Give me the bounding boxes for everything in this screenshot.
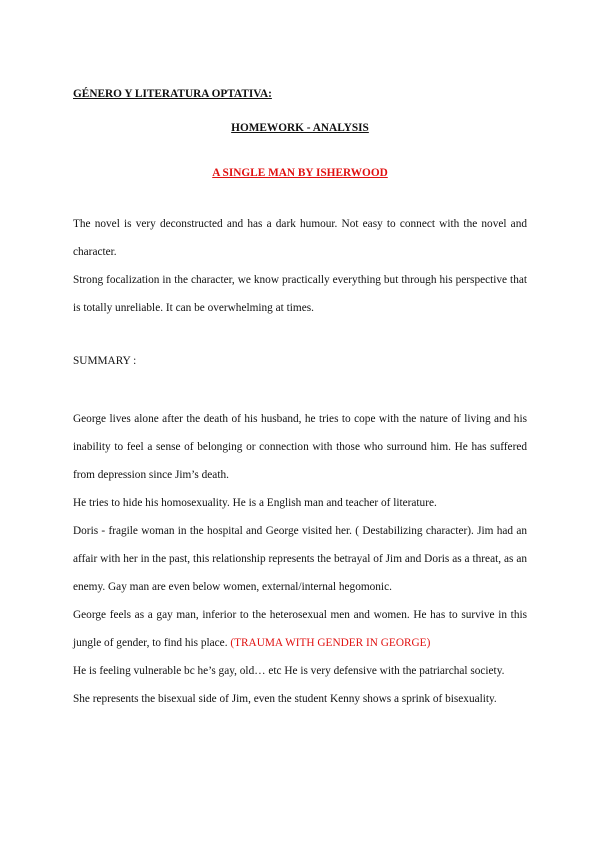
intro-paragraph: Strong focalization in the character, we know practically everything but through his perspective that is totally unreliable. It can be overwhelming at times. xyxy=(73,274,527,314)
book-title-heading: A SINGLE MAN BY ISHERWOOD xyxy=(212,167,388,179)
assignment-heading: HOMEWORK - ANALYSIS xyxy=(231,122,369,134)
intro-paragraph: The novel is very deconstructed and has a dark humour. Not easy to connect with the novel and character. xyxy=(73,218,527,258)
summary-paragraph-text: George feels as a gay man, inferior to the heterosexual men and women. He has to survive in this jungle of gender, to find his place. xyxy=(73,609,527,649)
summary-section xyxy=(73,405,527,713)
intro-section xyxy=(73,210,527,322)
summary-paragraph: George lives alone after the death of his husband, he tries to cope with the nature of living and his inability to feel a sense of belonging or connection with those who surround him. He has suffered from depression since Jim’s death. xyxy=(73,413,527,481)
trauma-note: (TRAUMA WITH GENDER IN GEORGE) xyxy=(230,637,431,649)
summary-paragraph xyxy=(73,601,527,657)
summary-paragraph: Doris - fragile woman in the hospital and George visited her. ( Destabilizing character). Jim had an affair with her in the past, this relationship represents the betrayal of Jim and Doris as a threat, as an enemy. Gay man are even below women, external/internal hegomonic. xyxy=(73,525,527,593)
course-heading: GÉNERO Y LITERATURA OPTATIVA: xyxy=(73,88,272,100)
summary-paragraph: He tries to hide his homosexuality. He is a English man and teacher of literature. xyxy=(73,497,437,509)
summary-paragraph: He is feeling vulnerable bc he’s gay, old… etc He is very defensive with the patriarchal society. xyxy=(73,665,505,677)
summary-paragraph: She represents the bisexual side of Jim, even the student Kenny shows a sprink of bisexuality. xyxy=(73,693,497,705)
summary-label: SUMMARY : xyxy=(73,355,137,367)
